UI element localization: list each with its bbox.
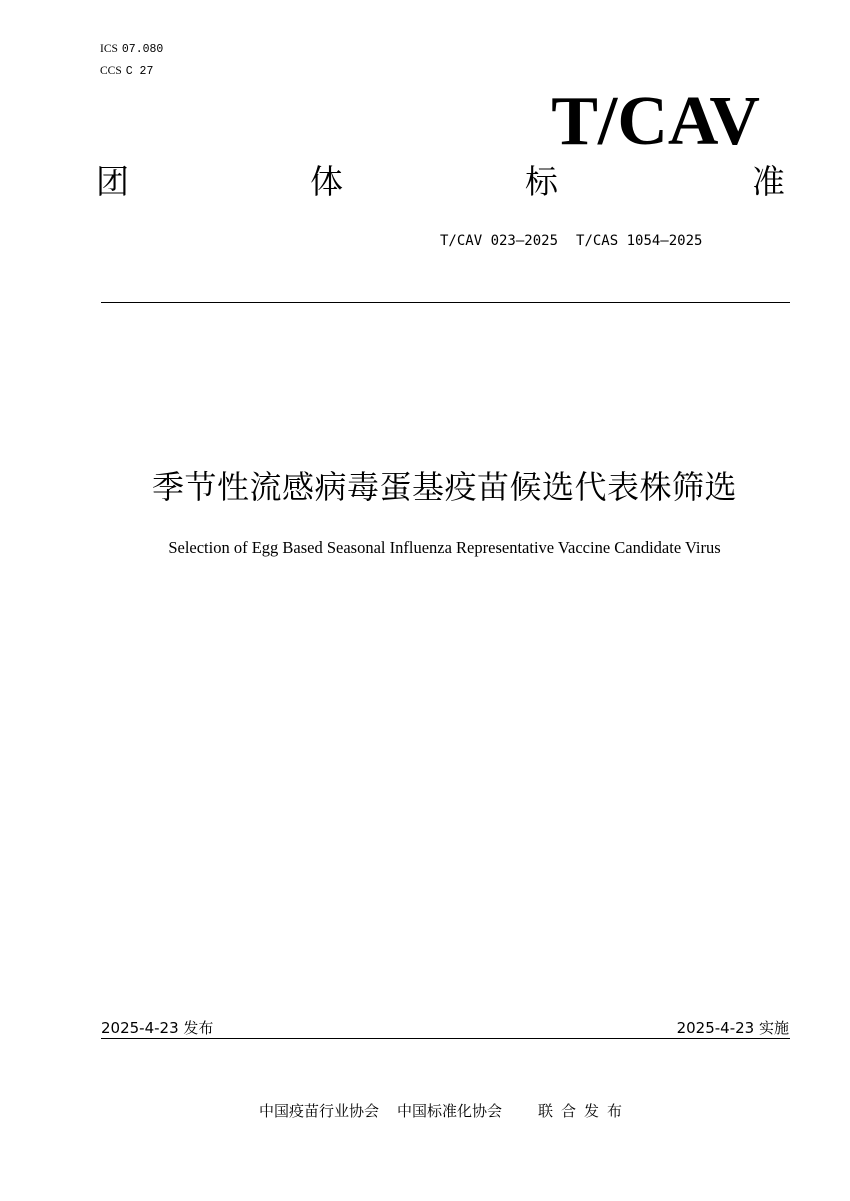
standard-logo: T/CAV xyxy=(551,83,760,160)
ics-code: 07.080 xyxy=(121,43,164,56)
category-char-3: 标 xyxy=(525,162,558,201)
footer-divider xyxy=(101,1038,790,1039)
ics-label: ICS xyxy=(100,43,118,55)
title-english: Selection of Egg Based Seasonal Influenza Representative Vaccine Candidate Virus xyxy=(168,538,721,557)
ccs-code: C 27 xyxy=(125,65,154,78)
category-char-2: 体 xyxy=(310,162,343,201)
joint-release-label: 联合发布 xyxy=(538,1102,631,1120)
standard-number-cav: T/CAV 023—2025 xyxy=(440,233,559,249)
title-chinese: 季节性流感病毒蛋基疫苗候选代表株筛选 xyxy=(151,468,737,506)
publishers-line xyxy=(100,1100,789,1122)
implementation-date: 2025-4-23 实施 xyxy=(676,1019,789,1037)
ccs-code-line xyxy=(100,63,153,79)
category-char-1: 团 xyxy=(96,162,129,201)
standard-number-cas: T/CAS 1054—2025 xyxy=(576,233,703,249)
standard-numbers xyxy=(440,231,702,251)
issue-date: 2025-4-23 发布 xyxy=(101,1019,214,1037)
publisher-standardization-association: 中国标准化协会 xyxy=(396,1102,502,1120)
category-char-4: 准 xyxy=(752,162,785,201)
ccs-label: CCS xyxy=(100,65,122,77)
header-divider xyxy=(101,302,790,303)
publisher-vaccine-association: 中国疫苗行业协会 xyxy=(258,1102,379,1120)
ics-code-line xyxy=(100,41,163,57)
